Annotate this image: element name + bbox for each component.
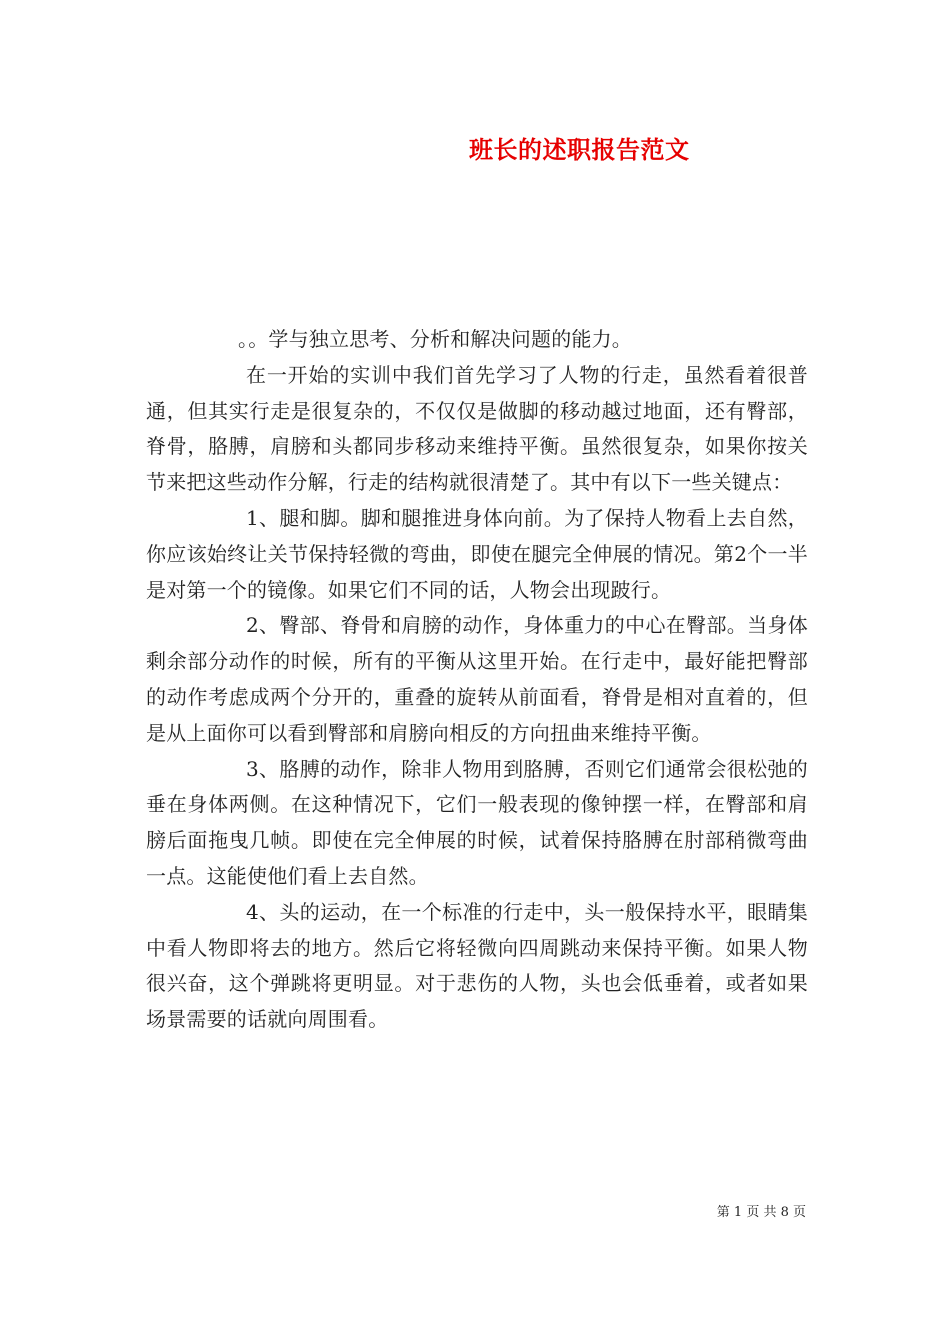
body-paragraph: 2、臀部、脊骨和肩膀的动作，身体重力的中心在臀部。当身体剩余部分动作的时候，所有的平衡从这里开始。在行走中，最好能把臀部的动作考虑成两个分开的，重叠的旋转从前面看，脊骨是相对直着的，但是从上面你可以看到臀部和肩膀向相反的方向扭曲来维持平衡。 xyxy=(146,613,808,745)
body-paragraph: 在一开始的实训中我们首先学习了人物的行走，虽然看着很普通，但其实行走是很复杂的，不仅仅是做脚的移动越过地面，还有臀部，脊骨，胳膊，肩膀和头都同步移动来维持平衡。虽然很复杂，如果你按关节来把这些动作分解，行走的结构就很清楚了。其中有以下一些关键点： xyxy=(146,362,808,495)
document-title: 班长的述职报告范文 xyxy=(469,135,690,164)
document-body xyxy=(146,322,808,1038)
body-paragraph: 1、腿和脚。脚和腿推进身体向前。为了保持人物看上去自然，你应该始终让关节保持轻微的弯曲，即使在腿完全伸展的情况。第2个一半是对第一个的镜像。如果它们不同的话，人物会出现跛行。 xyxy=(146,505,808,602)
body-paragraph: 3、胳膊的动作，除非人物用到胳膊，否则它们通常会很松弛的垂在身体两侧。在这种情况下，它们一般表现的像钟摆一样，在臀部和肩膀后面拖曳几帧。即使在完全伸展的时候，试着保持胳膊在肘部稍微弯曲一点。这能使他们看上去自然。 xyxy=(146,756,808,888)
page-number: 第 1 页 共 8 页 xyxy=(716,1205,806,1220)
body-paragraph: 。。学与独立思考、分析和解决问题的能力。 xyxy=(238,327,632,351)
body-paragraph: 4、头的运动，在一个标准的行走中，头一般保持水平，眼睛集中看人物即将去的地方。然后它将轻微向四周跳动来保持平衡。如果人物很兴奋，这个弹跳将更明显。对于悲伤的人物，头也会低垂着，或者如果场景需要的话就向周围看。 xyxy=(146,899,808,1032)
